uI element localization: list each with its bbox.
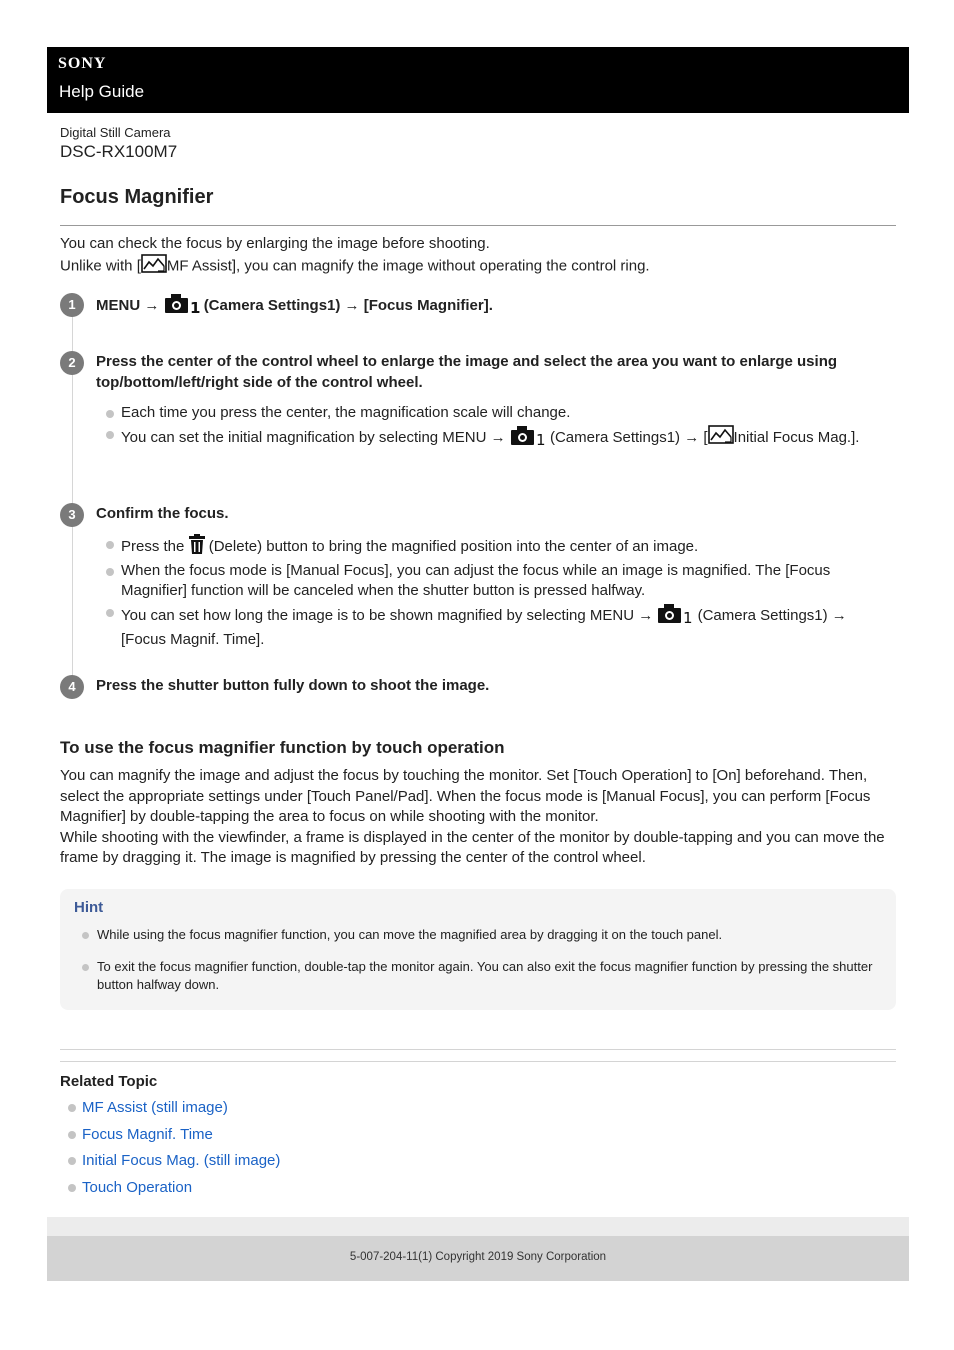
footer bbox=[47, 1236, 909, 1281]
mf-assist-icon bbox=[141, 254, 167, 279]
intro-line-1: You can check the focus by enlarging the image before shooting. bbox=[60, 235, 490, 252]
touch-paragraph-2: While shooting with the viewfinder, a frame is displayed in the center of the monitor by double-tapping and you can move the frame by dragging it. The image is magnified by pressing the center of the control wheel. bbox=[60, 828, 885, 867]
svg-text:1: 1 bbox=[683, 608, 693, 624]
model-name: DSC-RX100M7 bbox=[60, 142, 178, 161]
list-item: You can set how long the image is to be shown magnified by selecting MENU → 1 (Camera Settings1) → [Focus Magnif. Time]. bbox=[104, 602, 894, 651]
list-item: When the focus mode is [Manual Focus], you can adjust the focus while an image is magnified. The [Focus Magnifier] function will be canceled when the shutter button is pressed halfway. bbox=[104, 561, 894, 602]
camera-settings1-icon bbox=[510, 424, 546, 453]
list-item: While using the focus magnifier function, you can move the magnified area by dragging it on the touch panel. bbox=[80, 926, 880, 944]
touch-paragraph-1: You can magnify the image and adjust the focus by touching the monitor. Set [Touch Operation] to [On] beforehand. Then, select the appropriate settings under [Touch Panel/Pad]. When the focus mode is [Manual Focus], you can perform [Focus Magnifier] by double-tapping the area to focus on while shooting with the monitor. bbox=[60, 767, 871, 826]
hint-list bbox=[80, 926, 880, 1008]
step-1-suffix: (Camera Settings1) → [Focus Magnifier]. bbox=[203, 296, 493, 314]
copyright-text: 5-007-204-11(1) Copyright 2019 Sony Corporation bbox=[349, 1251, 607, 1263]
device-type: Digital Still Camera bbox=[60, 125, 171, 140]
step-2-badge: 2 bbox=[60, 351, 84, 375]
list-item bbox=[66, 1097, 280, 1124]
touch-section-title: To use the focus magnifier function by touch operation bbox=[60, 738, 505, 757]
intro-paragraph bbox=[60, 233, 900, 279]
header-bar bbox=[47, 47, 909, 113]
step-4-badge: 4 bbox=[60, 675, 84, 699]
divider bbox=[60, 1049, 896, 1050]
related-topic-list bbox=[66, 1097, 280, 1203]
footer-band bbox=[47, 1217, 909, 1236]
sony-logo: SONY bbox=[58, 55, 107, 72]
related-topic-title: Related Topic bbox=[60, 1073, 158, 1090]
related-link-mf-assist[interactable]: MF Assist (still image) bbox=[82, 1099, 228, 1116]
svg-text:1: 1 bbox=[189, 299, 200, 314]
list-item bbox=[66, 1150, 280, 1177]
step-3-bullets bbox=[104, 534, 894, 651]
delete-trash-icon bbox=[189, 534, 205, 561]
step-4-text: Press the shutter button fully down to shoot the image. bbox=[96, 677, 490, 694]
list-item bbox=[66, 1124, 280, 1151]
touch-section-body bbox=[60, 766, 900, 869]
list-item: You can set the initial magnification by selecting MENU → 1 (Camera Settings1) → [ Initial Focus Mag.]. bbox=[104, 424, 894, 453]
step-1-text bbox=[96, 292, 886, 320]
step-1-badge: 1 bbox=[60, 293, 84, 317]
intro-line-2-prefix: Unlike with [ bbox=[60, 257, 141, 275]
initial-focus-mag-icon bbox=[708, 425, 734, 451]
related-link-touch-operation[interactable]: Touch Operation bbox=[82, 1178, 193, 1196]
step-2-text: Press the center of the control wheel to enlarge the image and select the area you want to enlarge using top/bottom/left/right side of the control wheel. bbox=[96, 353, 838, 391]
divider bbox=[60, 1061, 896, 1062]
svg-text:1: 1 bbox=[535, 430, 546, 446]
related-link-focus-magnif-time[interactable]: Focus Magnif. Time bbox=[82, 1125, 213, 1143]
page-title: Focus Magnifier bbox=[60, 186, 214, 208]
related-link-initial-focus-mag[interactable]: Initial Focus Mag. (still image) bbox=[82, 1152, 281, 1170]
step-3-text: Confirm the focus. bbox=[96, 505, 229, 522]
list-item: Each time you press the center, the magnification scale will change. bbox=[104, 403, 894, 424]
camera-settings1-icon bbox=[657, 602, 693, 631]
intro-line-2-suffix: MF Assist], you can magnify the image without operating the control ring. bbox=[166, 257, 650, 275]
list-item: To exit the focus magnifier function, double-tap the monitor again. You can also exit the focus magnifier function by pressing the shutter button halfway down. bbox=[80, 958, 880, 994]
list-item bbox=[66, 1177, 280, 1204]
step-3-badge: 3 bbox=[60, 503, 84, 527]
title-divider bbox=[60, 225, 896, 226]
list-item: Press the (Delete) button to bring the magnified position into the center of an image. bbox=[104, 534, 894, 561]
step-1-prefix: MENU → bbox=[96, 296, 160, 314]
step-2-bullets bbox=[104, 403, 894, 452]
hint-title: Hint bbox=[74, 899, 104, 916]
camera-settings1-icon bbox=[164, 292, 200, 320]
hint-box bbox=[60, 889, 896, 1010]
help-guide-title: Help Guide bbox=[59, 82, 145, 101]
